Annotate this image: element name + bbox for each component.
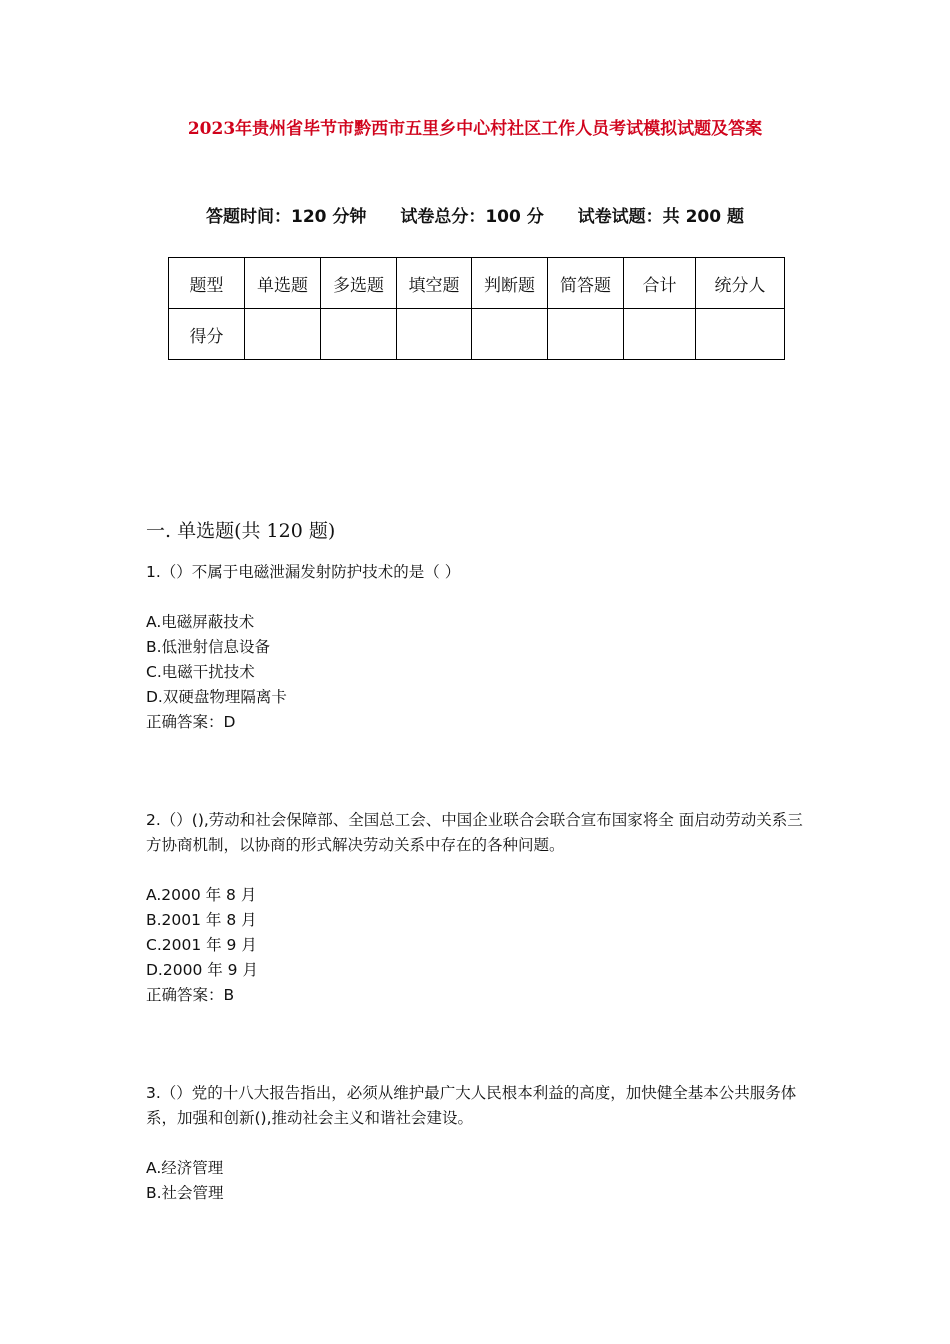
- score-table: [168, 257, 785, 360]
- option-b: B.2001 年 8 月: [146, 911, 257, 929]
- score-cell: [696, 309, 785, 360]
- score-header-cell: 合计: [624, 258, 696, 309]
- score-header-cell: 题型: [169, 258, 245, 309]
- option-c: C.2001 年 9 月: [146, 936, 257, 954]
- option-b: B.低泄射信息设备: [146, 638, 271, 656]
- option-d: D.2000 年 9 月: [146, 961, 258, 979]
- option-d: D.双硬盘物理隔离卡: [146, 688, 287, 706]
- exam-question-count: 试卷试题：共 200 题: [577, 207, 744, 227]
- option-a: A.电磁屏蔽技术: [146, 613, 255, 631]
- score-cell: [321, 309, 397, 360]
- exam-meta: [0, 202, 950, 227]
- question-item: [146, 1081, 816, 1206]
- option-list: [146, 610, 816, 710]
- score-header-cell: 判断题: [472, 258, 548, 309]
- option-b: B.社会管理: [146, 1184, 224, 1202]
- score-header-cell: 统分人: [696, 258, 785, 309]
- option-list: [146, 1156, 816, 1206]
- document-title: 2023年贵州省毕节市黔西市五里乡中心村社区工作人员考试模拟试题及答案: [187, 119, 763, 139]
- option-c: C.电磁干扰技术: [146, 663, 255, 681]
- option-a: A.经济管理: [146, 1159, 224, 1177]
- score-cell: [397, 309, 472, 360]
- section-heading: 一. 单选题(共 120 题): [146, 520, 336, 542]
- question-text: 3.（）党的十八大报告指出，必须从维护最广大人民根本利益的高度，加快健全基本公共服务体系，加强和创新(),推动社会主义和谐社会建设。: [146, 1084, 797, 1127]
- question-text: 1.（）不属于电磁泄漏发射防护技术的是（ ）: [146, 563, 461, 581]
- score-cell: [245, 309, 321, 360]
- correct-answer: 正确答案：B: [146, 986, 235, 1004]
- option-a: A.2000 年 8 月: [146, 886, 257, 904]
- question-item: [146, 808, 816, 1008]
- correct-answer: 正确答案：D: [146, 713, 236, 731]
- score-header-cell: 简答题: [548, 258, 624, 309]
- score-cell: [548, 309, 624, 360]
- score-header-cell: 多选题: [321, 258, 397, 309]
- question-text: 2.（）(),劳动和社会保障部、全国总工会、中国企业联合会联合宣布国家将全 面启动劳动关系三方协商机制，以协商的形式解决劳动关系中存在的各种问题。: [146, 811, 803, 854]
- score-cell: [472, 309, 548, 360]
- score-header-cell: 单选题: [245, 258, 321, 309]
- score-row-label: 得分: [169, 309, 245, 360]
- score-header-cell: 填空题: [397, 258, 472, 309]
- score-table-header-row: [169, 258, 785, 309]
- exam-time: 答题时间：120 分钟: [206, 207, 367, 227]
- score-table-score-row: [169, 309, 785, 360]
- option-list: [146, 883, 816, 983]
- exam-total-score: 试卷总分：100 分: [400, 207, 544, 227]
- score-cell: [624, 309, 696, 360]
- question-item: [146, 560, 816, 735]
